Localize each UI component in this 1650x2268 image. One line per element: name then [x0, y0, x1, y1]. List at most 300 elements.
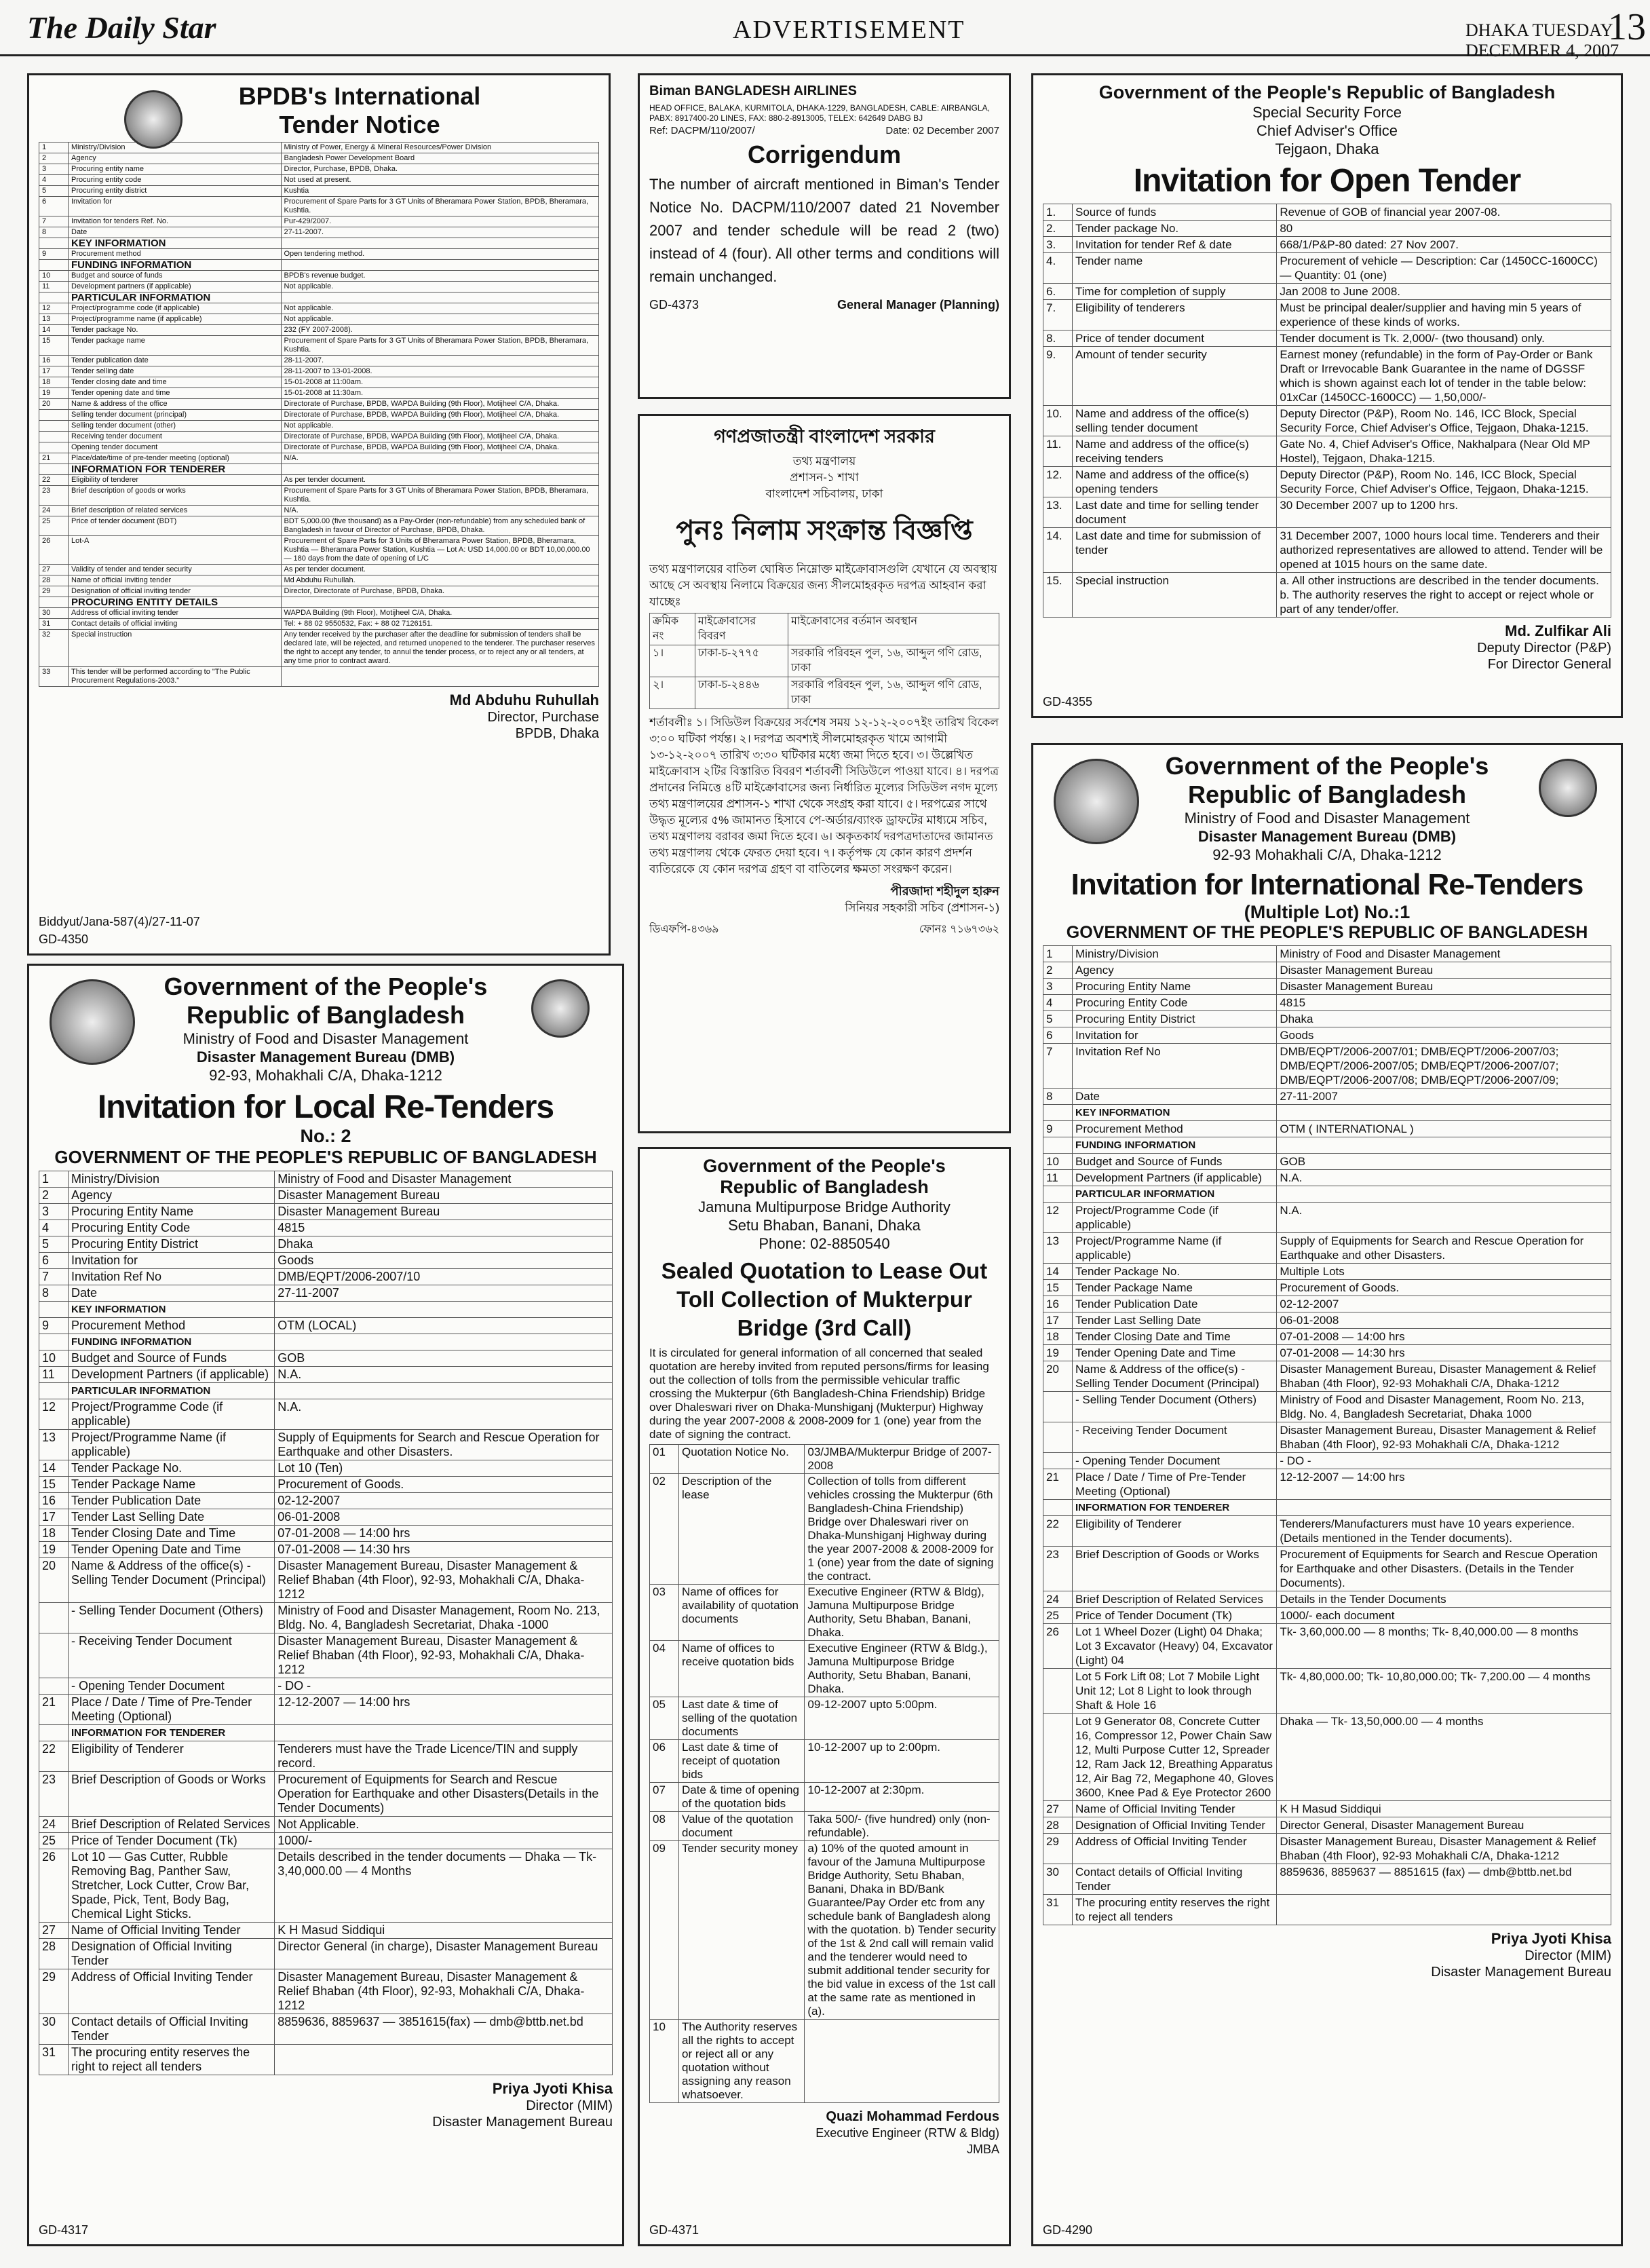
row-value: Lot 10 (Ten)	[275, 1460, 613, 1477]
row-value: Details in the Tender Documents	[1277, 1591, 1611, 1608]
row-label: Invitation for	[69, 197, 282, 216]
row-value: 8859636, 8859637 — 8851615 (fax) — dmb@bttb.net.bd	[1277, 1864, 1611, 1895]
row-value: Disaster Management Bureau, Disaster Management & Relief Bhaban (4th Floor), 92-93 Mohakhali C/A, Dhaka-1212	[1277, 1834, 1611, 1864]
row-label: - Receiving Tender Document	[69, 1633, 275, 1678]
dmb-intl-govcaps: GOVERNMENT OF THE PEOPLE'S REPUBLIC OF BANGLADESH	[1066, 923, 1588, 942]
row-label: Address of official inviting tender	[69, 608, 282, 619]
row-number: 06	[650, 1740, 679, 1783]
row-number	[39, 442, 69, 453]
table-row	[1043, 573, 1611, 618]
row-number: 23	[1043, 1547, 1073, 1591]
row-value: Collection of tolls from different vehicles crossing the Mukterpur (6th Bangladesh-China Friendship) Bridge over Dhaleswari river on Dhaka-Munshiganj Highway during the year 2007-2008 & 2008-2009 for 1 (one) year from the date of signing the contract.	[805, 1474, 999, 1585]
table-row	[39, 227, 599, 238]
table-row	[39, 1558, 613, 1603]
dmb-intl-signature	[1043, 1931, 1611, 1980]
row-label: PARTICULAR INFORMATION	[69, 292, 282, 303]
row-value: Revenue of GOB of financial year 2007-08.	[1277, 204, 1611, 221]
row-label: Last date and time for submission of tender	[1073, 528, 1277, 573]
row-value: - DO -	[275, 1678, 613, 1695]
row-number: 12.	[1043, 467, 1073, 497]
row-label: Budget and Source of Funds	[1073, 1154, 1277, 1170]
row-value: Director General, Disaster Management Bureau	[1277, 1817, 1611, 1834]
table-row	[39, 1695, 613, 1725]
row-value	[275, 2045, 613, 2075]
row-label: Selling tender document (principal)	[69, 410, 282, 421]
dmb-local-table	[39, 1171, 613, 2075]
jmba-l1: Jamuna Multipurpose Bridge Authority	[698, 1198, 951, 1215]
row-number	[1043, 1453, 1073, 1469]
dmb-local-sign-org: Disaster Management Bureau	[432, 2115, 613, 2130]
row-label: Place / Date / Time of Pre-Tender Meeting (Optional)	[1073, 1469, 1277, 1500]
table-row	[1043, 1027, 1611, 1044]
row-label: Name and address of the office(s) opening tenders	[1073, 467, 1277, 497]
bangla-r2-c3: সরকারি পরিবহন পুল, ১৬, আব্দুল গণি রোড, ঢাকা	[788, 677, 999, 709]
bangla-code: ডিএফপি-৪৩৬৯	[649, 924, 719, 935]
row-number: 23	[39, 486, 69, 506]
row-label: Receiving tender document	[69, 432, 282, 442]
row-label: Name and address of the office(s) receiving tenders	[1073, 436, 1277, 467]
bpdb-sign-org: BPDB, Dhaka	[515, 726, 599, 741]
row-number: 8	[1043, 1089, 1073, 1105]
bangla-r1-c2: ঢাকা-চ-২৭৭৫	[695, 645, 788, 677]
row-value: As per tender document.	[281, 475, 599, 486]
table-row	[1043, 1264, 1611, 1280]
row-number: 27	[1043, 1801, 1073, 1817]
row-value: Goods	[275, 1253, 613, 1269]
row-value: Disaster Management Bureau	[275, 1188, 613, 1204]
row-label: Amount of tender security	[1073, 347, 1277, 406]
row-label: Eligibility of Tenderer	[69, 1741, 275, 1772]
bangla-title: পুনঃ নিলাম সংক্রান্ত বিজ্ঞপ্তি	[676, 516, 973, 546]
row-value: Dhaka	[275, 1236, 613, 1253]
jmba-intro: It is circulated for general information of all concerned that sealed quotation are hereby invited from reputed persons/firms for leasing out the collection of tolls from the permissible vehicular traffic crossing the Mukterpur (6th Bangladesh-China Friendship) Bridge over Dhaleswari river on Dhaka-Munshiganj (Mukterpur) Highway during the year 2007-2008 & 2008-2009 for 1 (one) year from the date of signing the contract.	[649, 1346, 989, 1441]
row-value: Supply of Equipments for Search and Rescue Operation for Earthquake and other Disasters.	[275, 1430, 613, 1460]
table-row	[39, 164, 599, 175]
row-number: 9	[39, 1318, 69, 1334]
table-row	[39, 1367, 613, 1383]
dmb-intl-table	[1043, 945, 1611, 1925]
table-row	[39, 336, 599, 356]
table-row	[650, 1585, 999, 1641]
row-value: Director General (in charge), Disaster Management Bureau	[275, 1939, 613, 1969]
row-value: N.A.	[275, 1399, 613, 1430]
table-row	[39, 197, 599, 216]
row-value: Procurement of vehicle — Description: Car (1450CC-1600CC) — Quantity: 01 (one)	[1277, 253, 1611, 284]
row-number: 23	[39, 1772, 69, 1817]
dmb-intl-no: (Multiple Lot) No.:1	[1244, 902, 1411, 922]
row-label: Eligibility of Tenderer	[1073, 1516, 1277, 1547]
row-value: Disaster Management Bureau	[1277, 979, 1611, 995]
table-row	[39, 1236, 613, 1253]
row-value: Open tendering method.	[281, 249, 599, 260]
newspaper-name: The Daily Star	[27, 10, 216, 45]
row-number: 8.	[1043, 330, 1073, 347]
row-label: Procuring Entity District	[69, 1236, 275, 1253]
row-label: Procuring entity district	[69, 186, 282, 197]
row-number	[1043, 1186, 1073, 1203]
row-number: 25	[39, 516, 69, 536]
ssf-l2: Chief Adviser's Office	[1256, 122, 1398, 139]
row-label: INFORMATION FOR TENDERER	[69, 1725, 275, 1741]
table-row	[39, 516, 599, 536]
row-label: Ministry/Division	[69, 1171, 275, 1188]
row-number: 31	[1043, 1895, 1073, 1925]
table-row	[1043, 528, 1611, 573]
row-value: OTM ( INTERNATIONAL )	[1277, 1121, 1611, 1137]
table-row	[1043, 1329, 1611, 1345]
table-row	[39, 486, 599, 506]
table-row	[39, 1460, 613, 1477]
row-value: 07-01-2008 — 14:00 hrs	[275, 1526, 613, 1542]
row-value: 15-01-2008 at 11:30am.	[281, 388, 599, 399]
table-row	[39, 1302, 613, 1318]
table-row	[39, 238, 599, 249]
table-row	[1043, 436, 1611, 467]
row-value	[275, 1725, 613, 1741]
row-label: Place / Date / Time of Pre-Tender Meeting (Optional)	[69, 1695, 275, 1725]
row-number: 30	[39, 608, 69, 619]
row-label: Lot 1 Wheel Dozer (Light) 04 Dhaka; Lot 3 Excavator (Heavy) 04, Excavator (Light) 04	[1073, 1624, 1277, 1669]
row-label: Procuring Entity Name	[69, 1204, 275, 1220]
row-number	[39, 292, 69, 303]
row-label: Price of Tender Document (Tk)	[1073, 1608, 1277, 1624]
row-number: 03	[650, 1585, 679, 1641]
row-number: 15	[39, 1477, 69, 1493]
row-number: 7	[39, 1269, 69, 1285]
row-value: Taka 500/- (five hundred) only (non-refundable).	[805, 1812, 999, 1841]
row-label: Tender Closing Date and Time	[1073, 1329, 1277, 1345]
biman-sign: General Manager (Planning)	[837, 298, 999, 311]
row-label: Name & Address of the office(s) - Selling Tender Document (Principal)	[1073, 1361, 1277, 1392]
row-number: 4	[1043, 995, 1073, 1011]
table-row	[1043, 979, 1611, 995]
row-value: N.A.	[275, 1367, 613, 1383]
row-label: Tender Package Name	[1073, 1280, 1277, 1296]
row-number: 08	[650, 1812, 679, 1841]
row-number: 31	[39, 619, 69, 630]
row-value: a) 10% of the quoted amount in favour of the Jamuna Multipurpose Bridge Authority, Setu Bhaban, Banani, Dhaka in BD/Bank Guarantee/Pay Order etc from any schedule bank of Bangladesh along with the quotation. b) Tender security of the 1st & 2nd call will remain valid and the tenderer would need to submit additional tender security for the bid value in excess of the 1st call at the same rate as mentioned in (a).	[805, 1841, 999, 2020]
bangla-th2: মাইক্রোবাসের বিবরণ	[695, 613, 788, 645]
table-row	[1043, 1137, 1611, 1154]
bangla-r2-c2: ঢাকা-চ-২৪৪৬	[695, 677, 788, 709]
row-label: Price of tender document	[1073, 330, 1277, 347]
table-row	[1043, 284, 1611, 300]
row-number: 13	[39, 1430, 69, 1460]
table-row	[1043, 1801, 1611, 1817]
table-row	[650, 1783, 999, 1812]
row-label: - Receiving Tender Document	[1073, 1422, 1277, 1453]
row-value	[275, 1383, 613, 1399]
table-row	[650, 1812, 999, 1841]
section-title: ADVERTISEMENT	[733, 16, 965, 44]
row-value: K H Masud Siddiqui	[275, 1923, 613, 1939]
dmb-local-gd-code: GD-4317	[39, 2223, 89, 2237]
row-label: This tender will be performed according to "The Public Procurement Regulations-2003."	[69, 667, 282, 687]
row-label: Lot 9 Generator 08, Concrete Cutter 16, Compressor 12, Power Chain Saw 12, Multi Purpose Cutter 12, Spreader 12, Ram Jack 12, Breathing Apparatus 12, Air Bag 72, Megaphone 40, Gloves 3600, Knee Pad & Eye Protector 2600	[1073, 1714, 1277, 1801]
table-row	[39, 388, 599, 399]
table-row	[39, 421, 599, 432]
row-number: 6.	[1043, 284, 1073, 300]
row-number: 7	[1043, 1044, 1073, 1089]
row-value	[281, 292, 599, 303]
table-row	[39, 1204, 613, 1220]
row-label: Name of official inviting tender	[69, 575, 282, 586]
row-label: Invitation for	[69, 1253, 275, 1269]
table-row	[1043, 330, 1611, 347]
row-label: Designation of Official Inviting Tender	[1073, 1817, 1277, 1834]
table-row	[1043, 1714, 1611, 1801]
row-label: Description of the lease	[679, 1474, 805, 1585]
row-label: Eligibility of tenderers	[1073, 300, 1277, 330]
row-value: Disaster Management Bureau, Disaster Management & Relief Bhaban (4th Floor), 92-93, Mohakhali C/A, Dhaka-1212	[275, 1558, 613, 1603]
row-label: Tender Publication Date	[69, 1493, 275, 1509]
row-number: 10	[39, 1350, 69, 1367]
row-number: 01	[650, 1445, 679, 1474]
row-number: 05	[650, 1697, 679, 1740]
row-number: 30	[1043, 1864, 1073, 1895]
row-value: Details described in the tender documents — Dhaka — Tk- 3,40,000.00 — 4 Months	[275, 1849, 613, 1923]
biman-body: The number of aircraft mentioned in Biman's Tender Notice No. DACPM/110/2007 dated 21 November 2007 and tender schedule will be read 2 (two) instead of 4 (four). All other terms and conditions will remain unchanged.	[649, 176, 999, 285]
row-label: Procuring entity name	[69, 164, 282, 175]
table-row	[39, 1220, 613, 1236]
row-number: 18	[39, 1526, 69, 1542]
table-row	[1043, 1392, 1611, 1422]
table-row	[1043, 1044, 1611, 1089]
row-value: Not applicable.	[281, 421, 599, 432]
ssf-title: Invitation for Open Tender	[1133, 163, 1521, 199]
row-number	[1043, 1392, 1073, 1422]
row-value: 12-12-2007 — 14:00 hrs	[275, 1695, 613, 1725]
row-label: Name of Official Inviting Tender	[1073, 1801, 1277, 1817]
table-row	[1043, 1453, 1611, 1469]
row-label: Brief Description of Goods or Works	[69, 1772, 275, 1817]
table-row	[1043, 1608, 1611, 1624]
row-label: Tender security money	[679, 1841, 805, 2020]
table-row	[39, 619, 599, 630]
row-value: N.A.	[1277, 1203, 1611, 1233]
bangla-th1: ক্রমিক নং	[650, 613, 695, 645]
table-row	[39, 630, 599, 667]
dmb-intl-sign-name: Priya Jyoti Khisa	[1491, 1930, 1611, 1947]
row-number: 28	[1043, 1817, 1073, 1834]
table-row	[39, 1741, 613, 1772]
table-row	[650, 1474, 999, 1585]
table-row	[39, 536, 599, 565]
row-label: Tender publication date	[69, 356, 282, 366]
row-label: Tender opening date and time	[69, 388, 282, 399]
row-label: Lot 10 — Gas Cutter, Rubble Removing Bag, Panther Saw, Stretcher, Lock Cutter, Crow Bar, Spade, Pick, Tent, Body Bag, Chemical Light Sticks.	[69, 1849, 275, 1923]
row-label: Agency	[69, 153, 282, 164]
row-number: 9.	[1043, 347, 1073, 406]
row-value: Multiple Lots	[1277, 1264, 1611, 1280]
row-label: The procuring entity reserves the right to reject all tenders	[1073, 1895, 1277, 1925]
row-number	[1043, 1422, 1073, 1453]
row-label: Special instruction	[1073, 573, 1277, 618]
row-value: Disaster Management Bureau, Disaster Management & Relief Bhaban (4th Floor), 92-93, Mohakhali C/A, Dhaka-1212	[275, 1633, 613, 1678]
jmba-sign-name: Quazi Mohammad Ferdous	[826, 2109, 999, 2124]
row-number: 3	[39, 164, 69, 175]
row-number: 21	[39, 1695, 69, 1725]
row-value: GOB	[275, 1350, 613, 1367]
table-row	[39, 303, 599, 314]
table-row	[1043, 300, 1611, 330]
row-number: 02	[650, 1474, 679, 1585]
dmb-local-govcaps: GOVERNMENT OF THE PEOPLE'S REPUBLIC OF BANGLADESH	[54, 1147, 597, 1167]
row-label: - Opening Tender Document	[1073, 1453, 1277, 1469]
jmba-sign-org: JMBA	[966, 2142, 999, 2156]
bpdb-ref: Biddyut/Jana-587(4)/27-11-07	[39, 915, 200, 928]
row-value: Not Applicable.	[275, 1817, 613, 1833]
row-number: 04	[650, 1641, 679, 1697]
bpdb-sign-title: Director, Purchase	[487, 710, 599, 725]
row-label: Invitation for	[1073, 1027, 1277, 1044]
row-number	[39, 464, 69, 475]
bpdb-tender-ad	[27, 73, 611, 956]
dmb-logo-icon	[1539, 759, 1597, 817]
row-label: Tender package No.	[1073, 221, 1277, 237]
table-row	[39, 1603, 613, 1633]
row-value: Kushtia	[281, 186, 599, 197]
row-label: Lot 5 Fork Lift 08; Lot 7 Mobile Light Unit 12; Lot 8 Light to look through Shaft & Hole 16	[1073, 1669, 1277, 1714]
row-number: 22	[39, 475, 69, 486]
table-row	[1043, 347, 1611, 406]
row-value: N/A.	[281, 506, 599, 516]
row-value: 10-12-2007 at 2:30pm.	[805, 1783, 999, 1812]
table-row	[1043, 1154, 1611, 1170]
row-label: Procuring entity code	[69, 175, 282, 186]
jmba-title: Sealed Quotation to Lease Out Toll Collection of Mukterpur Bridge (3rd Call)	[661, 1258, 988, 1340]
bangla-r1-c1: ১।	[650, 645, 695, 677]
table-row	[39, 216, 599, 227]
table-row	[39, 1542, 613, 1558]
table-row	[39, 1817, 613, 1833]
table-row	[650, 1641, 999, 1697]
row-label: Agency	[69, 1188, 275, 1204]
table-row	[39, 667, 599, 687]
row-value: Gate No. 4, Chief Adviser's Office, Nakhalpara (Near Old MP Hostel), Tejgaon, Dhaka-1215.	[1277, 436, 1611, 467]
row-value: Procurement of Equipments for Search and Rescue Operation for Earthquake and other Disasters. (Details in the Tender Documents).	[1277, 1547, 1611, 1591]
row-value: Procurement of Spare Parts for 3 Units of Bheramara Power Station, BPDB, Bheramara, Kushtia — Bheramara Power Station, Kushtia — Lot A: USD 14,000.00 or BDT 10,00,000.00 — 180 days from the date of opening of L/C	[281, 536, 599, 565]
row-number: 33	[39, 667, 69, 687]
row-value: Dhaka — Tk- 13,50,000.00 — 4 months	[1277, 1714, 1611, 1801]
row-value	[281, 238, 599, 249]
row-number	[39, 410, 69, 421]
ssf-sign-for: For Director General	[1487, 657, 1611, 672]
bangla-l1: তথ্য মন্ত্রণালয়	[792, 455, 856, 468]
biman-corrigendum-ad	[638, 73, 1011, 399]
biman-ref: Ref: DACPM/110/2007/	[649, 125, 755, 136]
row-number: 16	[1043, 1296, 1073, 1312]
row-label: Development partners (if applicable)	[69, 282, 282, 292]
row-number: 14	[1043, 1264, 1073, 1280]
row-number	[1043, 1669, 1073, 1714]
row-label: Place/date/time of pre-tender meeting (optional)	[69, 453, 282, 464]
table-row	[39, 1285, 613, 1302]
row-number	[39, 260, 69, 271]
row-number: 21	[39, 453, 69, 464]
table-row	[39, 260, 599, 271]
table-row	[1043, 1864, 1611, 1895]
row-label: FUNDING INFORMATION	[1073, 1137, 1277, 1154]
row-label: Selling tender document (other)	[69, 421, 282, 432]
row-label: Invitation for tender Ref & date	[1073, 237, 1277, 253]
bangla-th3: মাইক্রোবাসের বর্তমান অবস্থান	[788, 613, 999, 645]
dmb-intl-retender-ad	[1031, 743, 1623, 2246]
row-number: 19	[39, 388, 69, 399]
ssf-gov: Government of the People's Republic of Bangladesh	[1098, 82, 1556, 102]
row-label: Date	[69, 1285, 275, 1302]
table-row	[39, 1939, 613, 1969]
row-label: Procurement method	[69, 249, 282, 260]
row-number: 29	[39, 1969, 69, 2014]
table-row	[39, 356, 599, 366]
bpdb-signature	[39, 692, 599, 742]
row-value: N/A.	[281, 453, 599, 464]
row-value	[281, 667, 599, 687]
biman-address: HEAD OFFICE, BALAKA, KURMITOLA, DHAKA-1229, BANGLADESH, CABLE: AIRBANGLA, PABX: 8917400-20 LINES, FAX: 880-2-8913005, TELEX: 642649 DABG BJ	[649, 103, 990, 123]
table-row	[39, 565, 599, 575]
row-value: Md Abduhu Ruhullah.	[281, 575, 599, 586]
row-label: Designation of official inviting tender	[69, 586, 282, 597]
row-number: 13	[1043, 1233, 1073, 1264]
row-value: Tenderers must have the Trade Licence/TIN and supply record.	[275, 1741, 613, 1772]
table-row	[1043, 1469, 1611, 1500]
row-value: Disaster Management Bureau, Disaster Management & Relief Bhaban (4th Floor), 92-93 Mohakhali C/A, Dhaka-1212	[1277, 1361, 1611, 1392]
jmba-table	[649, 1444, 999, 2103]
row-label: KEY INFORMATION	[69, 238, 282, 249]
row-label: Value of the quotation document	[679, 1812, 805, 1841]
table-row	[39, 586, 599, 597]
row-value	[281, 597, 599, 608]
table-row	[1043, 1203, 1611, 1233]
row-number	[39, 238, 69, 249]
dmb-local-gov2: Republic of Bangladesh	[186, 1001, 465, 1029]
row-value: As per tender document.	[281, 565, 599, 575]
row-value: 07-01-2008 — 14:30 hrs	[275, 1542, 613, 1558]
row-value: Ministry of Food and Disaster Management, Room No. 213, Bldg. No. 4, Bangladesh Secretariat, Dhaka 1000	[1277, 1392, 1611, 1422]
row-value	[275, 1302, 613, 1318]
table-row	[39, 1526, 613, 1542]
ssf-l3: Tejgaon, Dhaka	[1275, 140, 1379, 157]
dmb-intl-l3: 92-93 Mohakhali C/A, Dhaka-1212	[1212, 846, 1442, 863]
row-value: Supply of Equipments for Search and Rescue Operation for Earthquake and other Disasters.	[1277, 1233, 1611, 1264]
table-row	[1043, 1345, 1611, 1361]
row-label: Brief Description of Related Services	[69, 1817, 275, 1833]
row-label: Tender Package No.	[69, 1460, 275, 1477]
row-value: 28-11-2007 to 13-01-2008.	[281, 366, 599, 377]
table-row	[1043, 1296, 1611, 1312]
jmba-gov1: Government of the People's	[703, 1156, 946, 1176]
table-row	[39, 1772, 613, 1817]
table-row	[39, 432, 599, 442]
jmba-sign-title: Executive Engineer (RTW & Bldg)	[816, 2126, 999, 2140]
row-value: Executive Engineer (RTW & Bldg.), Jamuna Multipurpose Bridge Authority, Setu Bhaban, Banani, Dhaka.	[805, 1641, 999, 1697]
row-label: Time for completion of supply	[1073, 284, 1277, 300]
row-value: 07-01-2008 — 14:30 hrs	[1277, 1345, 1611, 1361]
row-label: Tender Package Name	[69, 1477, 275, 1493]
row-value: Disaster Management Bureau	[1277, 962, 1611, 979]
row-number	[1043, 1105, 1073, 1121]
row-label: Tender Package No.	[1073, 1264, 1277, 1280]
table-row	[1043, 1121, 1611, 1137]
row-value	[275, 1334, 613, 1350]
ssf-table	[1043, 204, 1611, 618]
row-label: Address of Official Inviting Tender	[69, 1969, 275, 2014]
table-row	[1043, 237, 1611, 253]
row-value: Not used at present.	[281, 175, 599, 186]
row-number: 12	[39, 303, 69, 314]
table-row	[1043, 946, 1611, 962]
